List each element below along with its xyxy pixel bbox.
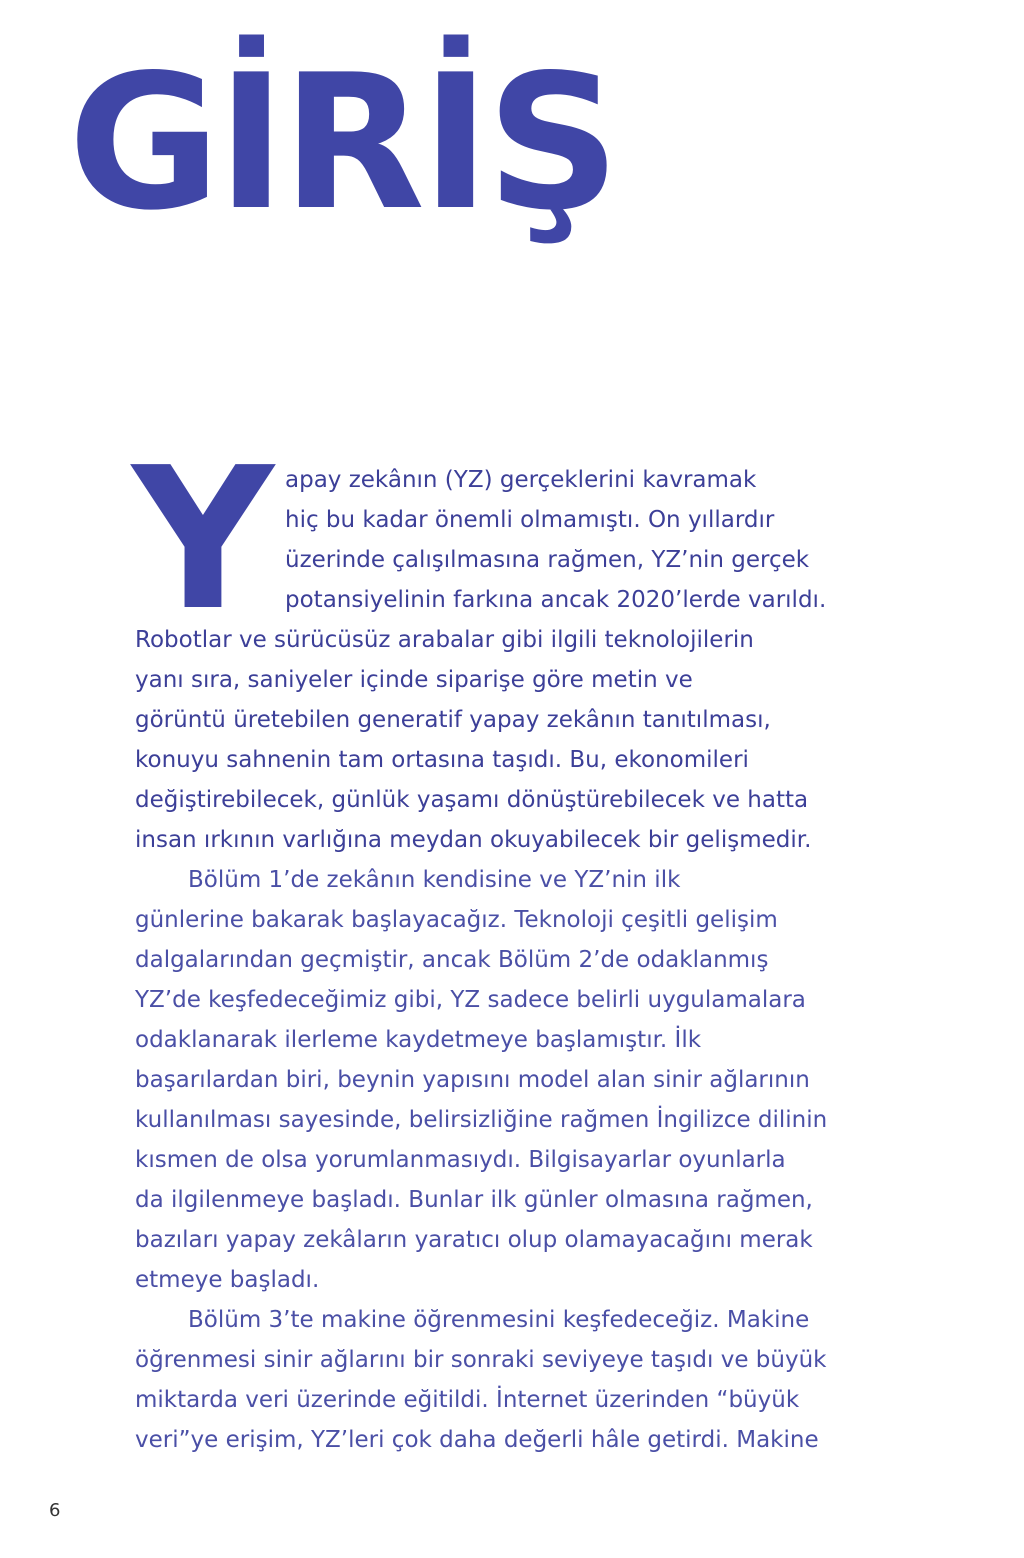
text-line: dalgalarından geçmiştir, ancak Bölüm 2’de odaklanmış — [135, 947, 769, 973]
text-line: da ilgilenmeye başladı. Bunlar ilk günler olmasına rağmen, — [135, 1187, 813, 1213]
text-line: Robotlar ve sürücüsüz arabalar gibi ilgili teknolojilerin — [135, 627, 754, 653]
text-line: potansiyelinin farkına ancak 2020’lerde varıldı. — [285, 587, 827, 613]
text-line: kısmen de olsa yorumlanmasıydı. Bilgisayarlar oyunlarla — [135, 1147, 786, 1173]
text-line: apay zekânın (YZ) gerçeklerini kavramak — [285, 467, 757, 493]
text-line: veri”ye erişim, YZ’leri çok daha değerli hâle getirdi. Makine — [135, 1427, 819, 1453]
text-line: kullanılması sayesinde, belirsizliğine rağmen İngilizce dilinin — [135, 1107, 828, 1133]
text-line: öğrenmesi sinir ağlarını bir sonraki seviyeye taşıdı ve büyük — [135, 1347, 827, 1373]
text-line: Bölüm 3’te makine öğrenmesini keşfedeceğiz. Makine — [188, 1307, 810, 1333]
text-line: insan ırkının varlığına meydan okuyabilecek bir gelişmedir. — [135, 827, 812, 853]
text-line: üzerinde çalışılmasına rağmen, YZ’nin gerçek — [285, 547, 810, 573]
page-number: 6 — [49, 1500, 61, 1521]
text-line: konuyu sahnenin tam ortasına taşıdı. Bu, ekonomileri — [135, 747, 749, 773]
text-line: yanı sıra, saniyeler içinde siparişe göre metin ve — [135, 667, 693, 693]
text-line: günlerine bakarak başlayacağız. Teknoloji çeşitli gelişim — [135, 907, 778, 933]
text-line: başarılardan biri, beynin yapısını model alan sinir ağlarının — [135, 1067, 810, 1093]
text-line: Bölüm 1’de zekânın kendisine ve YZ’nin ilk — [188, 867, 681, 893]
drop-cap: Y — [132, 426, 274, 654]
text-line: hiç bu kadar önemli olmamıştı. On yıllardır — [285, 507, 775, 533]
text-line: odaklanarak ilerleme kaydetmeye başlamıştır. İlk — [135, 1027, 702, 1053]
text-line: YZ’de keşfedeceğimiz gibi, YZ sadece belirli uygulamalara — [135, 987, 806, 1013]
text-line: değiştirebilecek, günlük yaşamı dönüştürebilecek ve hatta — [135, 787, 809, 813]
text-line: etmeye başladı. — [135, 1267, 320, 1293]
text-line: miktarda veri üzerinde eğitildi. İnternet üzerinden “büyük — [135, 1387, 800, 1413]
page-title: GİRİŞ — [68, 34, 617, 251]
text-line: görüntü üretebilen generatif yapay zekânın tanıtılması, — [135, 707, 771, 733]
text-line: bazıları yapay zekâların yaratıcı olup olamayacağını merak — [135, 1227, 813, 1253]
